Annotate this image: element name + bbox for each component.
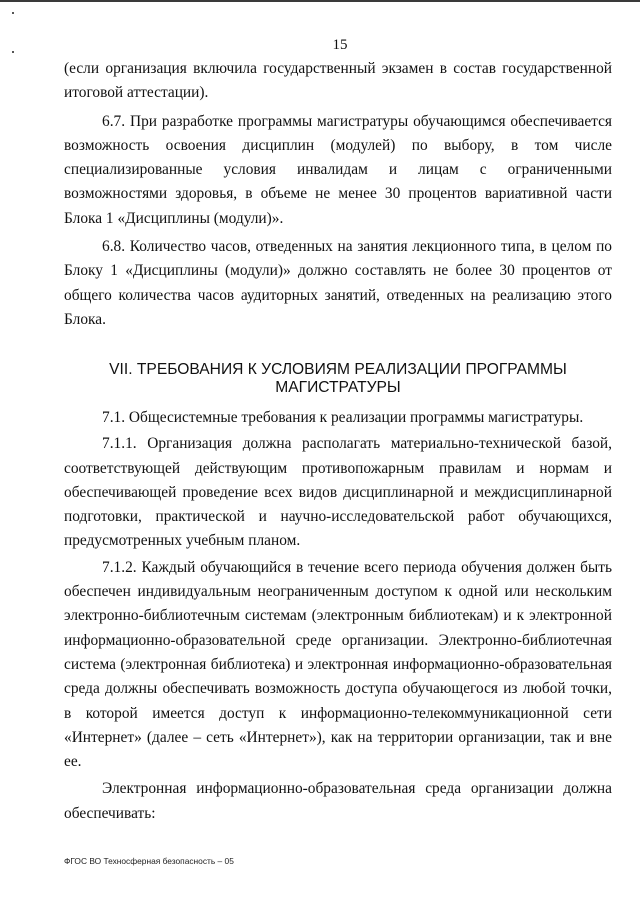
footer-text: ФГОС ВО Техносферная безопасность – 05 xyxy=(64,856,234,866)
paragraph-eios: Электронная информационно-образовательная среда организации должна обеспечивать: xyxy=(64,780,612,822)
text-block-lower xyxy=(64,406,612,826)
page-number: 15 xyxy=(332,37,348,53)
paragraph-6-7: 6.7. При разработке программы магистратуры обучающимся обеспечивается возможность освоения дисциплин (модулей) по выбору, в том числе специализированные условия инвалидам и лицам с ограниченными возможностями здоровья, в объеме не менее 30 процентов вариативной части Блока 1 «Дисциплины (модули)». xyxy=(64,112,612,227)
top-rule xyxy=(0,0,640,2)
text-block-upper xyxy=(64,57,612,332)
paragraph-7-1: 7.1. Общесистемные требования к реализации программы магистратуры. xyxy=(102,409,584,426)
section-heading-line-1: VII. ТРЕБОВАНИЯ К УСЛОВИЯМ РЕАЛИЗАЦИИ ПРОГРАММЫ xyxy=(109,361,567,378)
paragraph-7-1-2: 7.1.2. Каждый обучающийся в течение всего периода обучения должен быть обеспечен индивидуальным неограниченным доступом к одной или нескольким электронно-библиотечным системам (электронным библиотекам) и к электронной информационно-образовательной среде организации. Электронно-библиотечная система (электронная библиотека) и электронная информационно-образовательная среда должны обеспечивать возможность доступа обучающегося из любой точки, в которой имеется доступ к информационно-телекоммуникационной сети «Интернет» (далее – сеть «Интернет»), как на территории организации, так и вне ее. xyxy=(64,558,612,771)
section-heading xyxy=(64,361,612,397)
section-heading-line-2: МАГИСТРАТУРЫ xyxy=(275,379,401,396)
paragraph-6-8: 6.8. Количество часов, отведенных на занятия лекционного типа, в целом по Блоку 1 «Дисциплины (модули)» должно составлять не более 30 процентов от общего количества часов аудиторных занятий, отведенных на реализацию этого Блока. xyxy=(64,238,612,328)
paragraph-intro-continuation: (если организация включила государственный экзамен в состав государственной итоговой аттестации). xyxy=(64,60,612,102)
scan-mark xyxy=(12,12,14,14)
paragraph-7-1-1: 7.1.1. Организация должна располагать материально-технической базой, соответствующей действующим противопожарным правилам и нормам и обеспечивающей проведение всех видов дисциплинарной и междисциплинарной подготовки, практической и научно-исследовательской работ обучающихся, предусмотренных учебным планом. xyxy=(64,435,612,550)
